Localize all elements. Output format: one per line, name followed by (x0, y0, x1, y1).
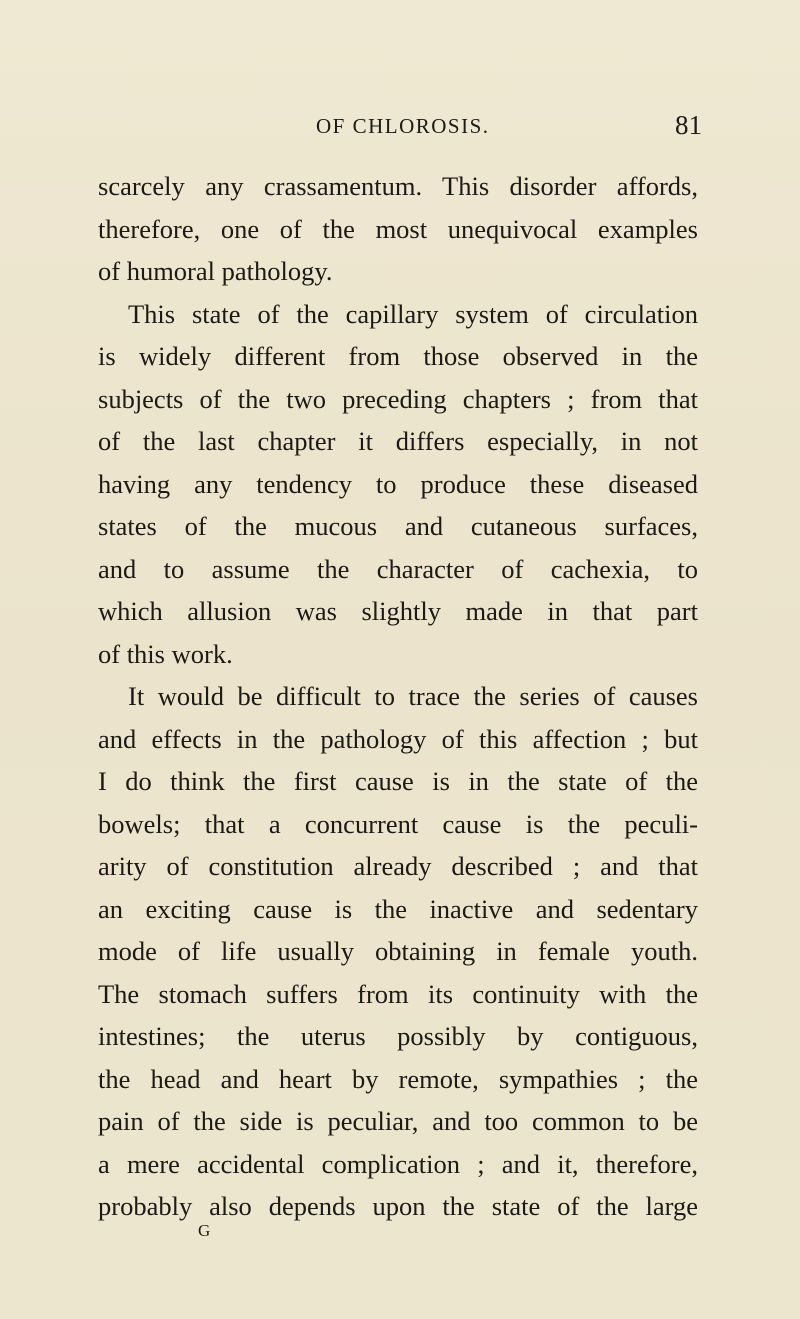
text-line: The stomach suffers from its continuity with the (98, 978, 698, 1009)
text-line: mode of life usually obtaining in female youth. (98, 936, 698, 966)
text-line: It would be difficult to trace the series of causes (128, 681, 698, 711)
text-line: I do think the first cause is in the state of the (98, 766, 698, 796)
text-line: subjects of the two preceding chapters ; from that (98, 383, 698, 414)
text-line: This state of the capillary system of circulation (128, 298, 698, 329)
text-line: scarcely any crassamentum. This disorder affords, (98, 171, 698, 201)
text-line: which allusion was slightly made in that part (98, 596, 698, 626)
text-line: arity of constitution already described ; and that (98, 851, 698, 881)
text-line: bowels; that a concurrent cause is the peculi- (98, 808, 698, 839)
text-line: intestines; the uterus possibly by contiguous, (98, 1021, 698, 1051)
text-line: and effects in the pathology of this affection ; but (98, 723, 698, 754)
text-line: states of the mucous and cutaneous surfaces, (98, 511, 698, 541)
text-line: the head and heart by remote, sympathies ; the (98, 1063, 698, 1094)
text-line: of the last chapter it differs especially, in not (98, 426, 698, 456)
text-line: an exciting cause is the inactive and sedentary (98, 893, 698, 924)
text-line: and to assume the character of cachexia, to (98, 553, 698, 584)
body-text (98, 165, 698, 1228)
running-title: OF CHLOROSIS. (316, 114, 490, 138)
text-line: pain of the side is peculiar, and too common to be (98, 1106, 698, 1136)
text-line: probably also depends upon the state of the large (98, 1191, 698, 1221)
text-line: is widely different from those observed in the (98, 341, 698, 371)
text-line: therefore, one of the most unequivocal examples (98, 213, 698, 244)
running-head (98, 110, 702, 144)
signature-mark: G (198, 1221, 212, 1240)
text-line: a mere accidental complication ; and it, therefore, (98, 1148, 698, 1179)
page-number: 81 (675, 110, 702, 140)
text-line: having any tendency to produce these diseased (98, 468, 698, 499)
text-line: of this work. (98, 638, 233, 669)
text-line: of humoral pathology. (98, 256, 333, 286)
